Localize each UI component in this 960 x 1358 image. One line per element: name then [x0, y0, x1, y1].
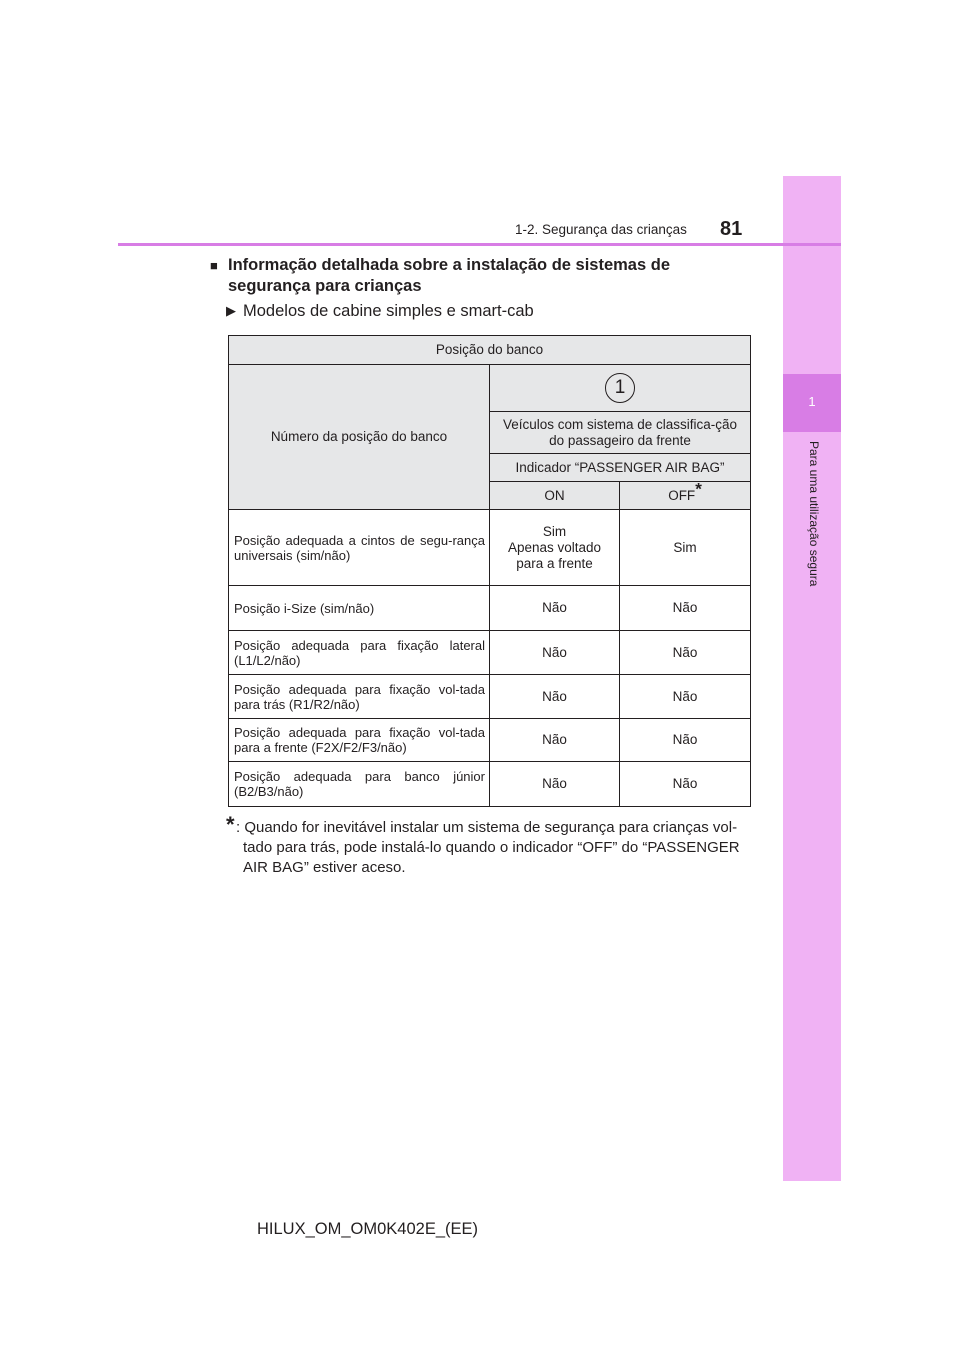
row-label: Posição adequada a cintos de segu-rança universais (sim/não)	[229, 510, 490, 586]
document-code: HILUX_OM_OM0K402E_(EE)	[257, 1220, 479, 1238]
table-row	[229, 510, 751, 586]
table-row	[229, 762, 751, 807]
seat-number-circle: 1	[605, 373, 635, 403]
chapter-side-tab	[783, 176, 841, 1181]
row-label: Posição adequada para fixação vol-tada para a frente (F2X/F2/F3/não)	[229, 719, 490, 762]
row-off-value: Não	[620, 586, 751, 631]
row-off-value: Não	[620, 762, 751, 807]
row-label: Posição adequada para banco júnior (B2/B3/não)	[229, 762, 490, 807]
row-off-value: Sim	[620, 510, 751, 586]
table-row	[229, 631, 751, 675]
row-on-value: Não	[490, 719, 620, 762]
section-heading	[210, 255, 728, 297]
square-bullet-icon: ■	[210, 258, 218, 273]
column-on-header: ON	[490, 482, 620, 510]
chapter-number-box	[783, 374, 841, 432]
footnote-line-1: : Quando for inevitável instalar um sistema de segurança para crianças vol-	[236, 819, 738, 836]
table-row	[229, 719, 751, 762]
footnote-marker: *	[226, 812, 235, 837]
triangle-bullet-icon: ▶	[226, 303, 236, 318]
subsection-heading-text: Modelos de cabine simples e smart-cab	[243, 302, 534, 320]
chapter-title-vertical: Para uma utilização segura	[807, 441, 821, 587]
seat-number-cell	[490, 365, 751, 412]
table-title-cell: Posição do banco	[229, 336, 751, 365]
row-label: Posição adequada para fixação lateral (L1/L2/não)	[229, 631, 490, 675]
table-row	[229, 586, 751, 631]
footnote-line-2: tado para trás, pode instalá-lo quando o indicador “OFF” do “PASSENGER AIR BAG” estiver aceso.	[243, 839, 740, 876]
classification-label-cell: Veículos com sistema de classifica-ção do passageiro da frente	[490, 412, 751, 454]
footnote-asterisk: *	[695, 479, 702, 498]
row-label: Posição adequada para fixação vol-tada para trás (R1/R2/não)	[229, 675, 490, 719]
header-rule	[118, 243, 841, 246]
row-on-value: Não	[490, 586, 620, 631]
row-label: Posição i-Size (sim/não)	[229, 586, 490, 631]
column-off-text: OFF	[668, 487, 696, 503]
indicator-label-cell: Indicador “PASSENGER AIR BAG”	[490, 454, 751, 482]
row-on-value: Não	[490, 675, 620, 719]
row-on-value: Sim Apenas voltado para a frente	[490, 510, 620, 586]
row-off-value: Não	[620, 631, 751, 675]
row-on-value: Não	[490, 762, 620, 807]
seat-number-label-cell: Número da posição do banco	[229, 365, 490, 510]
section-heading-text: Informação detalhada sobre a instalação de sistemas de segurança para crianças	[228, 256, 671, 295]
row-on-value: Não	[490, 631, 620, 675]
page-number: 81	[720, 218, 743, 240]
column-off-header	[620, 479, 751, 510]
subsection-heading	[226, 302, 534, 321]
row-off-value: Não	[620, 675, 751, 719]
table-row	[229, 675, 751, 719]
chapter-number: 1	[808, 394, 816, 409]
seat-position-table	[228, 335, 751, 807]
row-off-value: Não	[620, 719, 751, 762]
section-title: 1-2. Segurança das crianças	[515, 222, 687, 237]
